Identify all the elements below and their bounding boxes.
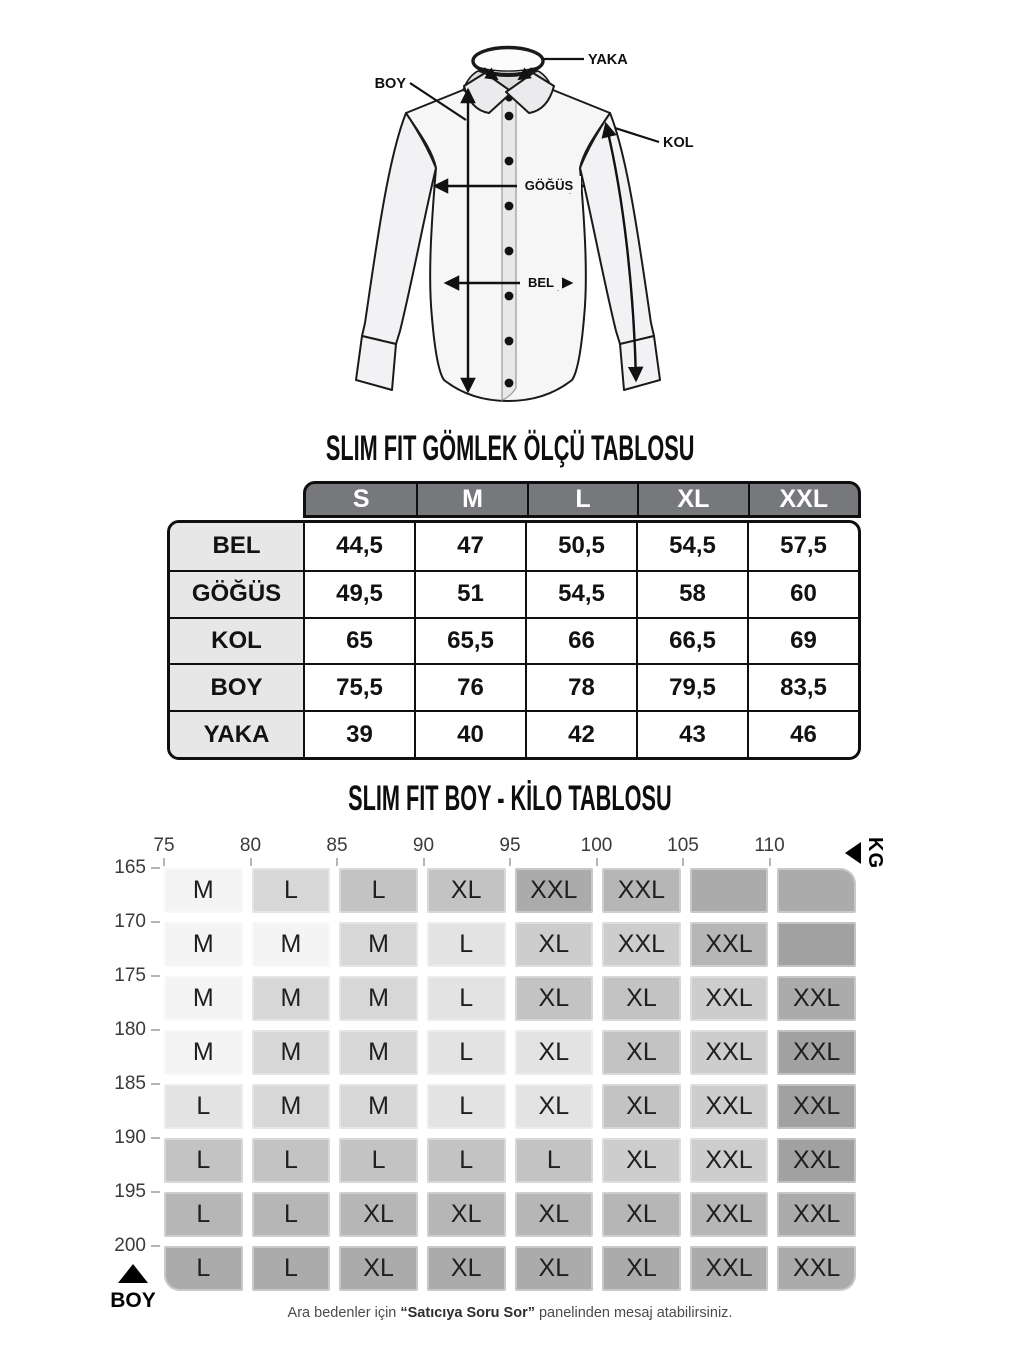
fit-cell-175-90: L bbox=[427, 976, 506, 1021]
kg-axis-label: 75 bbox=[153, 835, 175, 856]
kg-axis-label: 100 bbox=[580, 835, 613, 856]
kg-axis-label: 90 bbox=[412, 835, 435, 856]
height-axis-tick bbox=[151, 1083, 160, 1085]
height-axis-tick bbox=[151, 1191, 160, 1193]
fit-cell-195-100: XL bbox=[602, 1192, 681, 1237]
size-value-cell: 76 bbox=[414, 663, 525, 710]
fit-cell-190-90: L bbox=[427, 1138, 506, 1183]
height-axis-tick bbox=[151, 1029, 160, 1031]
kg-axis-tick bbox=[423, 858, 425, 866]
fit-cell-170-100: XXL bbox=[602, 922, 681, 967]
fit-cell-170-90: L bbox=[427, 922, 506, 967]
size-value-cell: 49,5 bbox=[303, 570, 414, 617]
height-axis-label: 190 bbox=[114, 1127, 146, 1148]
fit-cell-185-75: L bbox=[164, 1084, 243, 1129]
fit-cell-200-85: XL bbox=[339, 1246, 418, 1291]
size-value-cell: 60 bbox=[747, 570, 858, 617]
fit-cell-165-80: L bbox=[252, 868, 331, 913]
size-table-header bbox=[303, 481, 861, 518]
fit-cell-165-75: M bbox=[164, 868, 243, 913]
fit-cell-185-110: XXL bbox=[777, 1084, 856, 1129]
diagram-label-bel: BEL bbox=[528, 275, 554, 290]
size-col-header-xl: XL bbox=[637, 484, 747, 515]
fit-cell-190-85: L bbox=[339, 1138, 418, 1183]
shirt-placket bbox=[502, 94, 516, 400]
kg-axis-tick bbox=[769, 858, 771, 866]
size-value-cell: 78 bbox=[525, 663, 636, 710]
size-value-cell: 65 bbox=[303, 617, 414, 664]
size-value-cell: 57,5 bbox=[747, 523, 858, 570]
row-label: GÖĞÜS bbox=[170, 570, 303, 617]
fit-cell-185-105: XXL bbox=[690, 1084, 769, 1129]
size-value-cell: 43 bbox=[636, 710, 747, 757]
height-axis-label: 175 bbox=[114, 965, 146, 986]
fit-cell-165-100: XXL bbox=[602, 868, 681, 913]
fit-cell-180-95: XL bbox=[515, 1030, 594, 1075]
fit-cell-165-95: XXL bbox=[515, 868, 594, 913]
fit-cell-170-105: XXL bbox=[690, 922, 769, 967]
fit-cell-175-110: XXL bbox=[777, 976, 856, 1021]
fit-cell-200-75: L bbox=[164, 1246, 243, 1291]
fit-cell-180-90: L bbox=[427, 1030, 506, 1075]
fit-cell-200-100: XL bbox=[602, 1246, 681, 1291]
kg-axis-label: 95 bbox=[499, 835, 521, 856]
fit-cell-190-75: L bbox=[164, 1138, 243, 1183]
size-value-cell: 69 bbox=[747, 617, 858, 664]
fit-cell-175-80: M bbox=[252, 976, 331, 1021]
height-axis-label: 180 bbox=[114, 1019, 146, 1040]
row-label: BOY bbox=[170, 663, 303, 710]
fit-cell-190-95: L bbox=[515, 1138, 594, 1183]
kg-axis-tick bbox=[596, 858, 598, 866]
row-label: KOL bbox=[170, 617, 303, 664]
fit-cell-180-85: M bbox=[339, 1030, 418, 1075]
fit-cell-185-85: M bbox=[339, 1084, 418, 1129]
fit-cell-195-75: L bbox=[164, 1192, 243, 1237]
height-axis-tick bbox=[151, 1137, 160, 1139]
height-axis-tick bbox=[151, 867, 160, 869]
size-table bbox=[167, 520, 861, 760]
height-axis-tick bbox=[151, 1245, 160, 1247]
fit-cell-180-105: XXL bbox=[690, 1030, 769, 1075]
fit-cell-175-105: XXL bbox=[690, 976, 769, 1021]
fit-cell-200-80: L bbox=[252, 1246, 331, 1291]
kg-axis-tick bbox=[163, 858, 165, 866]
fit-cell-180-75: M bbox=[164, 1030, 243, 1075]
row-label: YAKA bbox=[170, 710, 303, 757]
height-axis-label: 165 bbox=[114, 857, 146, 878]
kg-axis-title: KG bbox=[864, 837, 886, 869]
height-axis-tick bbox=[151, 921, 160, 923]
row-label: BEL bbox=[170, 523, 303, 570]
diagram-label-boy: BOY bbox=[374, 76, 406, 92]
height-axis-label: 170 bbox=[114, 911, 146, 932]
diagram-label-gogus: GÖĞÜS bbox=[524, 178, 574, 193]
fit-cell-180-80: M bbox=[252, 1030, 331, 1075]
fit-cell-175-95: XL bbox=[515, 976, 594, 1021]
shirt-diagram bbox=[318, 28, 710, 452]
fit-cell-195-110: XXL bbox=[777, 1192, 856, 1237]
size-value-cell: 66 bbox=[525, 617, 636, 664]
fit-cell-195-90: XL bbox=[427, 1192, 506, 1237]
size-value-cell: 83,5 bbox=[747, 663, 858, 710]
fit-cell-190-105: XXL bbox=[690, 1138, 769, 1183]
height-axis-label: 200 bbox=[114, 1235, 146, 1256]
fit-cell-200-95: XL bbox=[515, 1246, 594, 1291]
fit-cell-190-100: XL bbox=[602, 1138, 681, 1183]
kg-axis-label: 110 bbox=[754, 835, 785, 856]
size-value-cell: 54,5 bbox=[525, 570, 636, 617]
size-value-cell: 66,5 bbox=[636, 617, 747, 664]
fit-cell-195-80: L bbox=[252, 1192, 331, 1237]
fit-cell-175-75: M bbox=[164, 976, 243, 1021]
size-col-header-s: S bbox=[352, 485, 370, 513]
height-axis-label: 185 bbox=[114, 1073, 146, 1094]
size-value-cell: 50,5 bbox=[525, 523, 636, 570]
size-value-cell: 79,5 bbox=[636, 663, 747, 710]
fit-cell-175-85: M bbox=[339, 976, 418, 1021]
size-value-cell: 40 bbox=[414, 710, 525, 757]
fit-cell-200-110: XXL bbox=[777, 1246, 856, 1291]
fit-cell-170-85: M bbox=[339, 922, 418, 967]
fit-cell-170-80: M bbox=[252, 922, 331, 967]
size-value-cell: 58 bbox=[636, 570, 747, 617]
kol-pointer-line bbox=[615, 128, 659, 142]
kg-axis-label: 85 bbox=[326, 835, 348, 856]
fit-cell-170-110 bbox=[777, 922, 856, 967]
size-value-cell: 65,5 bbox=[414, 617, 525, 664]
fit-cell-200-105: XXL bbox=[690, 1246, 769, 1291]
size-table-title: SLIM FIT GÖMLEK ÖLÇÜ TABLOSU bbox=[325, 429, 695, 468]
footer-note: Ara bedenler için “Satıcıya Soru Sor” panelinden mesaj atabilirsiniz. bbox=[287, 1305, 733, 1321]
fit-cell-175-100: XL bbox=[602, 976, 681, 1021]
size-value-cell: 39 bbox=[303, 710, 414, 757]
fit-cell-180-100: XL bbox=[602, 1030, 681, 1075]
fit-cell-165-110 bbox=[777, 868, 856, 913]
kg-axis-label: 80 bbox=[239, 835, 262, 856]
fit-cell-165-105 bbox=[690, 868, 769, 913]
size-col-header-xxl: XXL bbox=[748, 484, 858, 515]
diagram-label-yaka: YAKA bbox=[588, 52, 628, 68]
kg-axis-tick bbox=[509, 858, 511, 866]
boy-up-arrow-icon bbox=[118, 1264, 148, 1283]
fit-matrix-title: SLIM FIT BOY - KİLO TABLOSU bbox=[348, 779, 672, 818]
kg-axis-tick bbox=[336, 858, 338, 866]
kg-axis-tick bbox=[682, 858, 684, 866]
fit-cell-185-100: XL bbox=[602, 1084, 681, 1129]
fit-cell-190-80: L bbox=[252, 1138, 331, 1183]
fit-cell-180-110: XXL bbox=[777, 1030, 856, 1075]
height-axis-tick bbox=[151, 975, 160, 977]
boy-axis-title: BOY bbox=[110, 1289, 156, 1312]
kg-axis-marker bbox=[845, 837, 886, 869]
size-col-header-l: L bbox=[527, 484, 637, 515]
size-value-cell: 44,5 bbox=[303, 523, 414, 570]
fit-cell-165-90: XL bbox=[427, 868, 506, 913]
fit-cell-195-105: XXL bbox=[690, 1192, 769, 1237]
size-value-cell: 54,5 bbox=[636, 523, 747, 570]
height-axis-label: 195 bbox=[114, 1181, 146, 1202]
size-value-cell: 46 bbox=[747, 710, 858, 757]
fit-cell-185-90: L bbox=[427, 1084, 506, 1129]
footer-note-bold: “Satıcıya Soru Sor” bbox=[400, 1305, 535, 1321]
fit-cell-195-95: XL bbox=[515, 1192, 594, 1237]
kg-axis-label: 105 bbox=[667, 835, 699, 856]
size-value-cell: 51 bbox=[414, 570, 525, 617]
size-col-header-m: M bbox=[416, 484, 526, 515]
fit-cell-185-80: M bbox=[252, 1084, 331, 1129]
kg-left-arrow-icon bbox=[845, 842, 861, 864]
fit-cell-185-95: XL bbox=[515, 1084, 594, 1129]
fit-cell-190-110: XXL bbox=[777, 1138, 856, 1183]
size-value-cell: 75,5 bbox=[303, 663, 414, 710]
fit-matrix-grid bbox=[164, 868, 856, 1291]
size-value-cell: 42 bbox=[525, 710, 636, 757]
shirt-diagram-svg bbox=[318, 28, 710, 452]
fit-cell-165-85: L bbox=[339, 868, 418, 913]
kg-axis-tick bbox=[250, 858, 252, 866]
fit-cell-195-85: XL bbox=[339, 1192, 418, 1237]
fit-cell-170-75: M bbox=[164, 922, 243, 967]
diagram-label-kol: KOL bbox=[663, 135, 694, 151]
fit-cell-200-90: XL bbox=[427, 1246, 506, 1291]
fit-cell-170-95: XL bbox=[515, 922, 594, 967]
size-value-cell: 47 bbox=[414, 523, 525, 570]
